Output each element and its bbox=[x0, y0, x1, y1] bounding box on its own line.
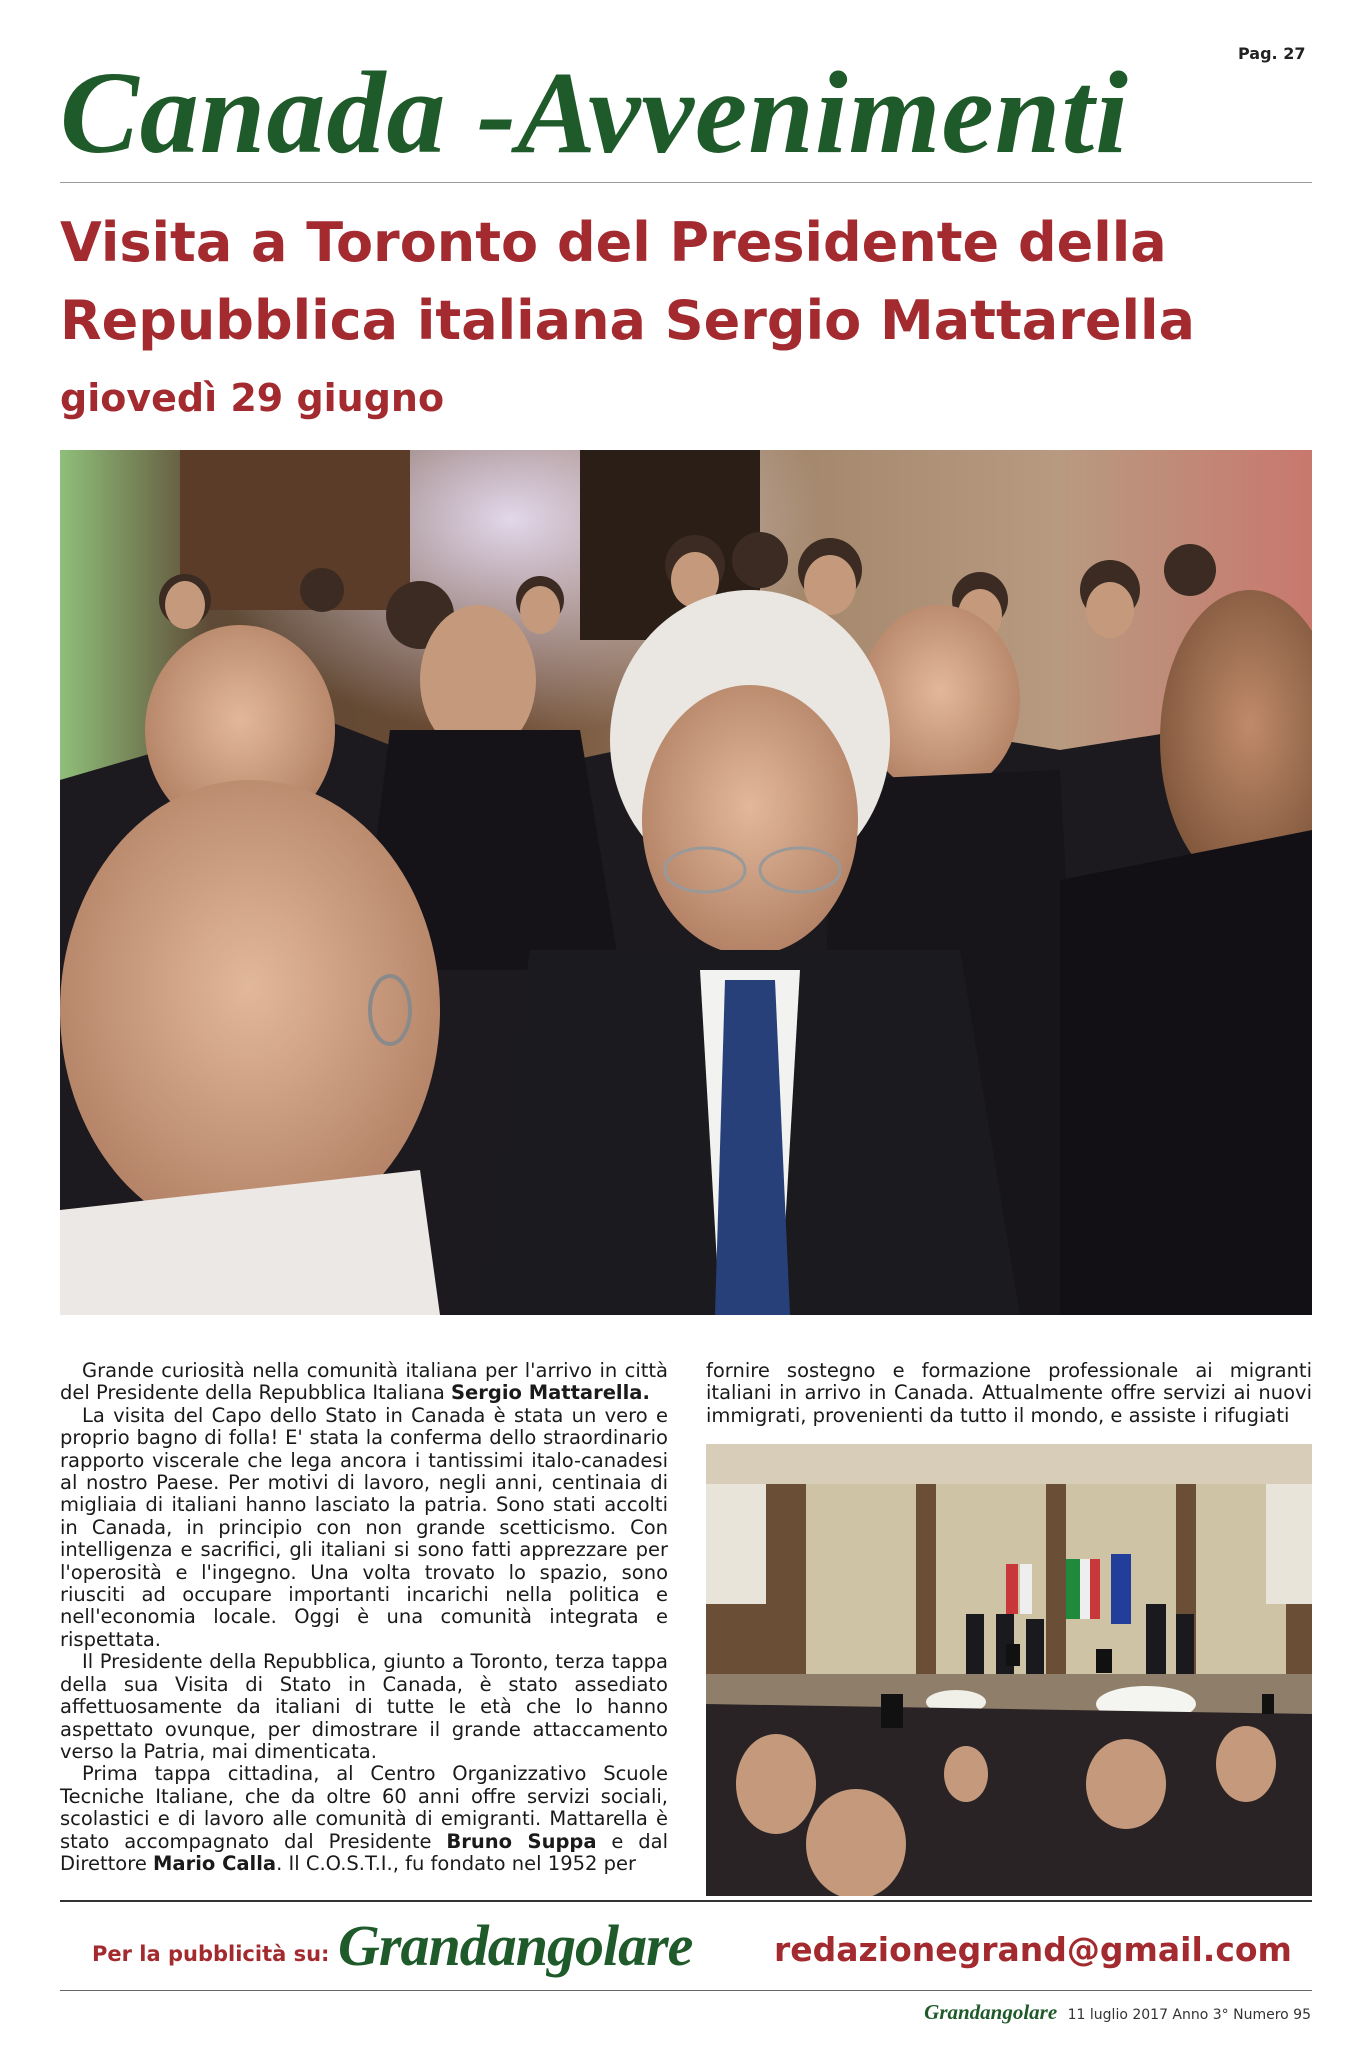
paragraph-costi-part1: Prima tappa cittadina, al Centro Organizzativo Scuole Tecniche Italiane, che da oltre 60 anni offre servizi sociali, scolastici e di lavoro alle comunità di emigranti. Mattarella è stato accompagnato dal Presidente bbox=[60, 1762, 668, 1853]
ceremony-photo bbox=[706, 1444, 1312, 1896]
paragraph-toronto: Il Presidente della Repubblica, giunto a Toronto, terza tappa della sua Visita di Stato in Canada, è stato assediato affettuosamente da italiani di tutte le età che lo hanno aspettato ovunque, per dimostrare il grande attaccamento verso la Patria, mai dimenticata. bbox=[60, 1650, 668, 1763]
paragraph-intro-text: Grande curiosità nella comunità italiana per l'arrivo in città del Presidente della Repubblica Italiana bbox=[60, 1359, 668, 1405]
article-column-left bbox=[60, 1360, 668, 1875]
paragraph-costi-part3: . Il C.O.S.T.I., fu fondato nel 1952 per bbox=[276, 1851, 636, 1875]
page-number: Pag. 27 bbox=[1238, 44, 1306, 63]
paragraph-continued: fornire sostegno e formazione professionale ai migranti italiani in arrivo in Canada. Attualmente offre servizi ai nuovi immigrati, provenienti da tutto il mondo, e assiste i rifugiati bbox=[706, 1359, 1312, 1427]
advert-brand-logo: Grandangolare bbox=[338, 1913, 693, 1978]
page-footer bbox=[924, 2000, 1311, 2025]
paragraph-visit: La visita del Capo dello Stato in Canada è stata un vero e proprio bagno di folla! E' stata la conferma dello straordinario rapporto viscerale che lega ancora i tantissimi italo-canadesi al nostro Paese. Per motivi di lavoro, negli anni, centinaia di migliaia di italiani hanno lasciato la patria. Sono stati accolti in Canada, in principio con non grande scetticismo. Con intelligenza e sacrifici, gli italiani si sono fatti apprezzare per l'operosità e l'ingegno. Una volta trovato lo spazio, sono riusciti ad occupare importanti incarichi nella politica e nell'economia locale. Oggi è una comunità integrata e rispettata. bbox=[60, 1403, 668, 1651]
name-bruno-suppa: Bruno Suppa bbox=[446, 1829, 597, 1853]
footer-brand: Grandangolare bbox=[924, 2000, 1058, 2024]
article-headline: Visita a Toronto del Presidente della Repubblica italiana Sergio Mattarella bbox=[60, 211, 1195, 352]
name-mario-calla: Mario Calla bbox=[153, 1851, 277, 1875]
paragraph-costi-part2: e dal Direttore bbox=[60, 1829, 669, 1875]
advert-label: Per la pubblicità su: bbox=[92, 1942, 330, 1966]
advert-divider-top bbox=[60, 1900, 1312, 1902]
main-photo bbox=[60, 450, 1312, 1315]
article-column-right bbox=[706, 1360, 1312, 1427]
section-title: Canada -Avvenimenti bbox=[60, 47, 1129, 178]
president-name: Sergio Mattarella. bbox=[451, 1381, 650, 1405]
footer-issue: 11 luglio 2017 Anno 3° Numero 95 bbox=[1067, 2007, 1311, 2023]
paragraph-intro bbox=[60, 1360, 668, 1405]
article-subheadline: giovedì 29 giugno bbox=[60, 376, 445, 420]
header-divider bbox=[60, 182, 1312, 183]
paragraph-costi bbox=[60, 1763, 668, 1875]
advert-divider-bottom bbox=[60, 1990, 1312, 1991]
advert-email[interactable]: redazionegrand@gmail.com bbox=[774, 1930, 1292, 1969]
